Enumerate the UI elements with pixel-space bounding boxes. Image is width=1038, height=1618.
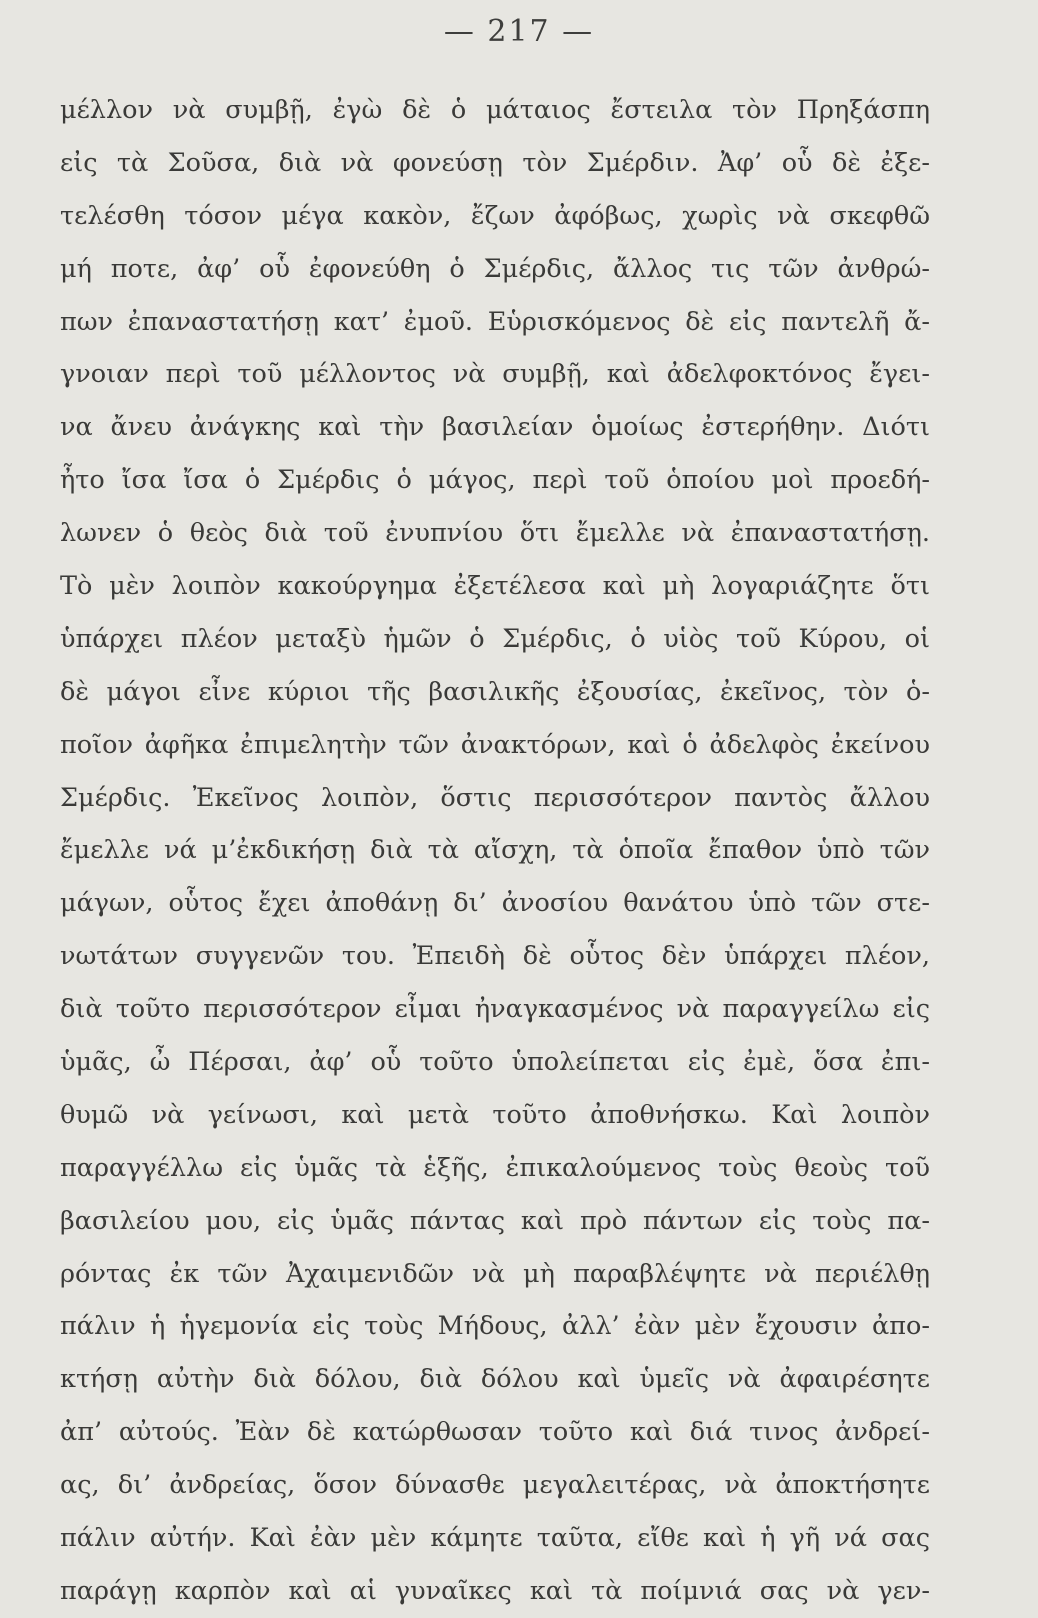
text-line: Σμέρδις. Ἐκεῖνος λοιπὸν, ὅστις περισσότερον παντὸς ἄλλου	[60, 782, 930, 813]
text-line: ρόντας ἐκ τῶν Ἀχαιμενιδῶν νὰ μὴ παραβλέψητε νὰ περιέλθῃ	[60, 1258, 930, 1289]
text-line: ἦτο ἴσα ἴσα ὁ Σμέρδις ὁ μάγος, περὶ τοῦ ὁποίου μοὶ προεδή-	[60, 465, 930, 496]
page-body-text	[60, 84, 930, 1618]
text-line: Τὸ μὲν λοιπὸν κακούργημα ἐξετέλεσα καὶ μὴ λογαριάζητε ὅτι	[60, 571, 930, 602]
text-line: παραγγέλλω εἰς ὑμᾶς τὰ ἑξῆς, ἐπικαλούμενος τοὺς θεοὺς τοῦ	[60, 1152, 930, 1183]
text-line: γνοιαν περὶ τοῦ μέλλοντος νὰ συμβῇ, καὶ ἀδελφοκτόνος ἔγει-	[60, 359, 930, 390]
text-line: ὑμᾶς, ὦ Πέρσαι, ἀφ’ οὗ τοῦτο ὑπολείπεται εἰς ἐμὲ, ὅσα ἐπι-	[60, 1047, 930, 1078]
text-line: βασιλείου μου, εἰς ὑμᾶς πάντας καὶ πρὸ πάντων εἰς τοὺς πα-	[60, 1205, 930, 1236]
page-number: — 217 —	[443, 14, 595, 49]
text-line: λωνεν ὁ θεὸς διὰ τοῦ ἐνυπνίου ὅτι ἔμελλε νὰ ἐπαναστατήσῃ.	[60, 518, 930, 549]
text-line: κτήσῃ αὐτὴν διὰ δόλου, διὰ δόλου καὶ ὑμεῖς νὰ ἀφαιρέσητε	[60, 1364, 930, 1395]
text-line: ἔμελλε νά μ’ἐκδικήσῃ διὰ τὰ αἴσχη, τὰ ὁποῖα ἔπαθον ὑπὸ τῶν	[60, 835, 930, 866]
text-line: μάγων, οὗτος ἔχει ἀποθάνῃ δι’ ἀνοσίου θανάτου ὑπὸ τῶν στε-	[60, 888, 930, 919]
text-line: μέλλον νὰ συμβῇ, ἐγὼ δὲ ὁ μάταιος ἔστειλα τὸν Πρηξάσπη	[60, 95, 930, 125]
text-line: δὲ μάγοι εἶνε κύριοι τῆς βασιλικῆς ἐξουσίας, ἐκεῖνος, τὸν ὁ-	[60, 676, 930, 707]
text-line: ἀπ’ αὐτούς. Ἐὰν δὲ κατώρθωσαν τοῦτο καὶ διά τινος ἀνδρεί-	[60, 1417, 930, 1448]
text-line: ας, δι’ ἀνδρείας, ὅσον δύνασθε μεγαλειτέρας, νὰ ἀποκτήσητε	[60, 1470, 930, 1501]
text-line: θυμῶ νὰ γείνωσι, καὶ μετὰ τοῦτο ἀποθνήσκω. Καὶ λοιπὸν	[60, 1099, 930, 1130]
text-line: διὰ τοῦτο περισσότερον εἶμαι ἠναγκασμένος νὰ παραγγείλω εἰς	[60, 994, 930, 1025]
text-line: να ἄνευ ἀνάγκης καὶ τὴν βασιλείαν ὁμοίως ἐστερήθην. Διότι	[60, 412, 930, 443]
text-line: εἰς τὰ Σοῦσα, διὰ νὰ φονεύσῃ τὸν Σμέρδιν. Ἀφ’ οὗ δὲ ἐξε-	[60, 147, 930, 178]
text-line: πάλιν αὐτήν. Καὶ ἐὰν μὲν κάμητε ταῦτα, εἴθε καὶ ἡ γῆ νά σας	[60, 1523, 930, 1554]
text-line: ποῖον ἀφῆκα ἐπιμελητὴν τῶν ἀνακτόρων, καὶ ὁ ἀδελφὸς ἐκείνου	[60, 729, 930, 760]
text-line: παράγῃ καρπὸν καὶ αἱ γυναῖκες καὶ τὰ ποίμνιά σας νὰ γεν-	[60, 1575, 930, 1606]
text-line: πων ἐπαναστατήσῃ κατ’ ἐμοῦ. Εὑρισκόμενος δὲ εἰς παντελῆ ἄ-	[60, 306, 930, 337]
text-line: μή ποτε, ἀφ’ οὗ ἐφονεύθη ὁ Σμέρδις, ἄλλος τις τῶν ἀνθρώ-	[60, 253, 930, 284]
text-line: τελέσθη τόσον μέγα κακὸν, ἔζων ἀφόβως, χωρὶς νὰ σκεφθῶ	[60, 200, 930, 231]
text-line: ὑπάρχει πλέον μεταξὺ ἡμῶν ὁ Σμέρδις, ὁ υἱὸς τοῦ Κύρου, οἱ	[60, 623, 930, 654]
text-line: νωτάτων συγγενῶν του. Ἐπειδὴ δὲ οὗτος δὲν ὑπάρχει πλέον,	[60, 941, 930, 972]
text-line: πάλιν ἡ ἡγεμονία εἰς τοὺς Μήδους, ἀλλ’ ἐὰν μὲν ἔχουσιν ἀπο-	[60, 1311, 930, 1342]
